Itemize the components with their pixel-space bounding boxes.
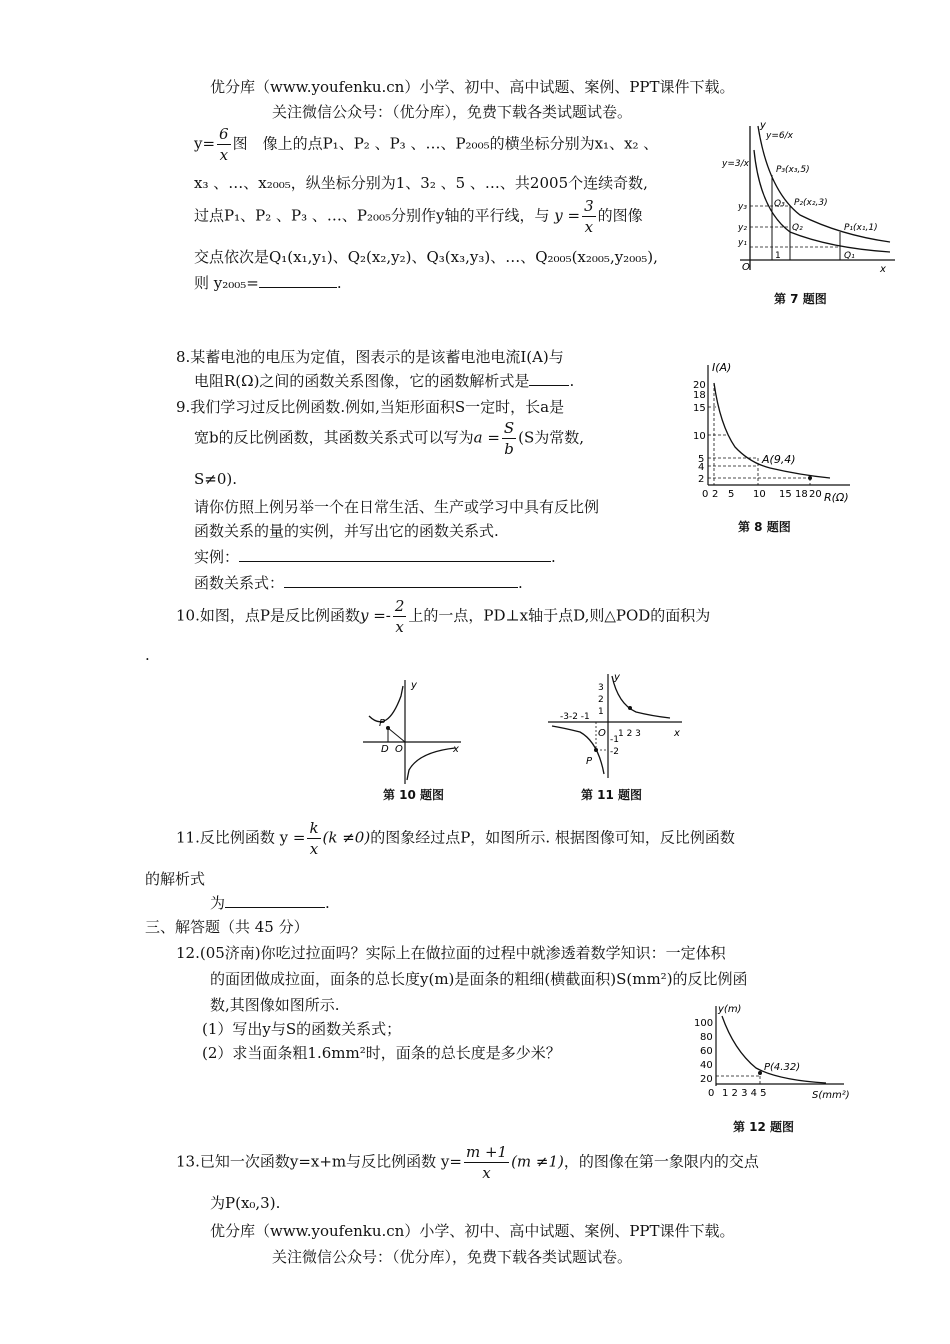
q12-sub-1: (1）写出y与S的函数关系式； (202, 1020, 402, 1038)
fig7-q2: Q₂ (792, 223, 803, 233)
fig11-y-label: y (614, 672, 620, 683)
q8-answer-blank[interactable] (529, 385, 569, 386)
fig11-y-tick: -1 (610, 735, 619, 745)
q12-sub-2: (2）求当面条粗1.6mm²时，面条的总长度是多少米？ (202, 1044, 561, 1062)
q10-line-1: 10.如图，点P是反比例函数y =- $\frac{2}{x}$ 上的一点，PD⊥x轴于点D,则△POD的面积为 (176, 597, 711, 636)
q9-line-6: 实例： . (194, 548, 556, 566)
q12-line-1: 12.(05济南)你吃过拉面吗？实际上在做拉面的过程中就渗透着数学知识：一定体积 (176, 944, 726, 962)
q7-line-2: x₃ 、…、x₂₀₀₅，纵坐标分别为1、3₂ 、5 、…、共2005个连续奇数, (194, 174, 648, 192)
fig7-p3: P₃(x₃,5) (776, 165, 810, 175)
fig11-y-tick: 2 (598, 695, 604, 705)
fig7-y3: y₃ (738, 202, 747, 212)
q7-line-5: 则 y₂₀₀₅= . (194, 274, 342, 292)
fig8-xtick: 2 (712, 489, 719, 500)
fig7-q3: Q₃ (774, 199, 785, 209)
fig8-ytick: 2 (698, 474, 705, 485)
q9-example-blank[interactable] (239, 561, 551, 562)
fig12-x-label: S(mm²) (812, 1090, 850, 1101)
fig12-xtick: 1 2 3 4 5 (722, 1088, 767, 1099)
q7-fraction-2: $\frac{3}{x}$ (584, 197, 594, 236)
q9-fraction: $\frac{S}{b}$ (503, 419, 515, 458)
fig7-curve1-label: y=6/x (766, 131, 793, 141)
q12-caption: 第 12 题图 (733, 1120, 795, 1134)
q10-caption: 第 10 题图 (383, 788, 445, 802)
figure-11 (546, 670, 686, 780)
fig8-ytick: 20 (693, 380, 706, 391)
fig7-p1: P₁(x₁,1) (844, 223, 878, 233)
q9-line-7: 函数关系式： . (194, 574, 523, 592)
q11-line-1: 11.反比例函数 y = $\frac{k}{x}$ (k ≠0)的图象经过点P，如图所示. 根据图像可知，反比例函数 (176, 819, 735, 858)
q11-fraction: $\frac{k}{x}$ (309, 819, 319, 858)
fig12-point-p: P(4.32) (764, 1062, 801, 1073)
q9-function-blank[interactable] (284, 587, 518, 588)
q7-fraction-1: $\frac{6}{x}$ (219, 125, 229, 164)
q7-line-3: 过点P₁、P₂ 、P₃ 、…、P₂₀₀₅分别作y轴的平行线，与 y = $\frac{3}{x}$ 的图像 (194, 197, 643, 236)
fig11-x-pos-ticks: 1 2 3 (618, 729, 641, 739)
fig7-origin: O (742, 262, 750, 273)
q8-line-2: 电阻R(Ω)之间的函数关系图像，它的函数解析式是 . (194, 372, 575, 390)
fig12-ytick: 40 (700, 1060, 713, 1071)
fig8-xtick: 10 (753, 489, 766, 500)
fig12-ytick: 80 (700, 1032, 713, 1043)
q9-line-2: 宽b的反比例函数，其函数关系式可以写为a = $\frac{S}{b}$ (S为常数, (194, 419, 585, 458)
fig8-ytick: 15 (693, 403, 706, 414)
fig12-ytick: 60 (700, 1046, 713, 1057)
figure-12 (694, 1000, 854, 1110)
fig8-xtick: 20 (809, 489, 822, 500)
q8-caption: 第 8 题图 (738, 520, 791, 534)
q12-line-3: 数,其图像如图所示. (210, 996, 340, 1014)
q13-fraction: $\frac{m +1}{x}$ (465, 1143, 508, 1182)
fig11-x-label: x (674, 728, 680, 739)
figure-7 (720, 120, 900, 280)
q7-line-1-text: 图 像上的点P₁、P₂ 、P₃ 、…、P₂₀₀₅的横坐标分别为x₁、x₂ 、 (232, 134, 659, 153)
q7-answer-blank[interactable] (259, 287, 337, 288)
footer-line-1: 优分库（www.youfenku.cn）小学、初中、高中试题、案例、PPT课件下载。 (210, 1222, 735, 1240)
q9-line-5: 函数关系的量的实例，并写出它的函数关系式. (194, 522, 499, 540)
fig11-x-neg-ticks: -3-2 -1 (560, 712, 590, 722)
fig7-x-label: x (880, 264, 886, 275)
q11-line-2: 的解析式 (145, 870, 206, 888)
fig11-y-tick: 3 (598, 683, 604, 693)
q9-line-3: S≠0). (194, 470, 238, 488)
fig8-xtick: 5 (728, 489, 735, 500)
fig8-xtick: 18 (795, 489, 808, 500)
q7-line-1 (194, 124, 658, 165)
section-3-title: 三、解答题（共 45 分） (145, 918, 309, 936)
q7-caption: 第 7 题图 (774, 292, 827, 306)
fig7-q1: Q₁ (844, 251, 855, 261)
q11-line-3: 为 . (210, 894, 330, 912)
fig8-x-label: R(Ω) (824, 491, 849, 504)
fig11-y-tick: -2 (610, 747, 619, 757)
q13-line-2: 为P(x₀,3). (210, 1194, 281, 1212)
fig10-d: D (381, 744, 389, 755)
q7-line-4: 交点依次是Q₁(x₁,y₁)、Q₂(x₂,y₂)、Q₃(x₃,y₃)、…、Q₂₀₀₅(x₂₀₀₅,y₂₀₀₅), (194, 248, 658, 266)
fig12-xtick: 0 (708, 1088, 715, 1099)
fig8-y-label: I(A) (712, 361, 732, 374)
fig10-p: P (379, 718, 386, 729)
fig10-y-label: y (411, 680, 417, 691)
q11-answer-blank[interactable] (225, 907, 325, 908)
fig8-xtick: 0 (702, 489, 709, 500)
q10-fraction: $\frac{2}{x}$ (394, 597, 405, 636)
fig10-o: O (395, 744, 403, 755)
fig8-ytick: 5 (698, 454, 705, 465)
figure-8 (690, 355, 860, 515)
fig11-y-tick: 1 (598, 707, 604, 717)
fig8-xtick: 15 (779, 489, 792, 500)
q8-line-1: 8.某蓄电池的电压为定值，图表示的是该蓄电池电流I(A)与 (176, 348, 564, 366)
fig8-ytick: 18 (693, 390, 706, 401)
fig7-tick-one: 1 (775, 251, 781, 261)
fig7-y1: y₁ (738, 238, 747, 248)
q11-caption: 第 11 题图 (581, 788, 643, 802)
fig8-point-a: A(9,4) (762, 453, 796, 466)
fig11-p: P (586, 756, 593, 767)
q9-line-1: 9.我们学习过反比例函数.例如,当矩形面积S一定时，长a是 (176, 398, 565, 416)
fig7-y2: y₂ (738, 223, 747, 233)
fig7-curve2-label: y=3/x (722, 159, 749, 169)
fig12-ytick: 100 (694, 1018, 714, 1029)
fig8-ytick: 4 (698, 462, 705, 473)
figure-10 (355, 676, 465, 786)
fig7-p2: P₂(x₂,3) (794, 198, 828, 208)
q12-line-2: 的面团做成拉面，面条的总长度y(m)是面条的粗细(横截面积)S(mm²)的反比例函 (210, 970, 748, 988)
fig8-ytick: 10 (693, 431, 706, 442)
q13-line-1: 13.已知一次函数y=x+m与反比例函数 y= $\frac{m +1}{x}$ (m ≠1)，的图像在第一象限内的交点 (176, 1143, 759, 1182)
q7-y-prefix: y= (194, 134, 216, 153)
q10-dot: . (145, 646, 150, 664)
header-line-1: 优分库（www.youfenku.cn）小学、初中、高中试题、案例、PPT课件下载。 (210, 78, 735, 96)
header-line-2: 关注微信公众号：（优分库），免费下载各类试题试卷。 (272, 103, 633, 121)
q9-line-4: 请你仿照上例另举一个在日常生活、生产或学习中具有反比例 (194, 498, 600, 516)
fig7-y-label: y (760, 120, 766, 131)
fig11-o: O (598, 728, 606, 739)
fig12-ytick: 20 (700, 1074, 713, 1085)
footer-line-2: 关注微信公众号：（优分库），免费下载各类试题试卷。 (272, 1248, 633, 1266)
fig12-y-label: y(m) (718, 1004, 742, 1015)
fig10-x-label: x (453, 744, 459, 755)
